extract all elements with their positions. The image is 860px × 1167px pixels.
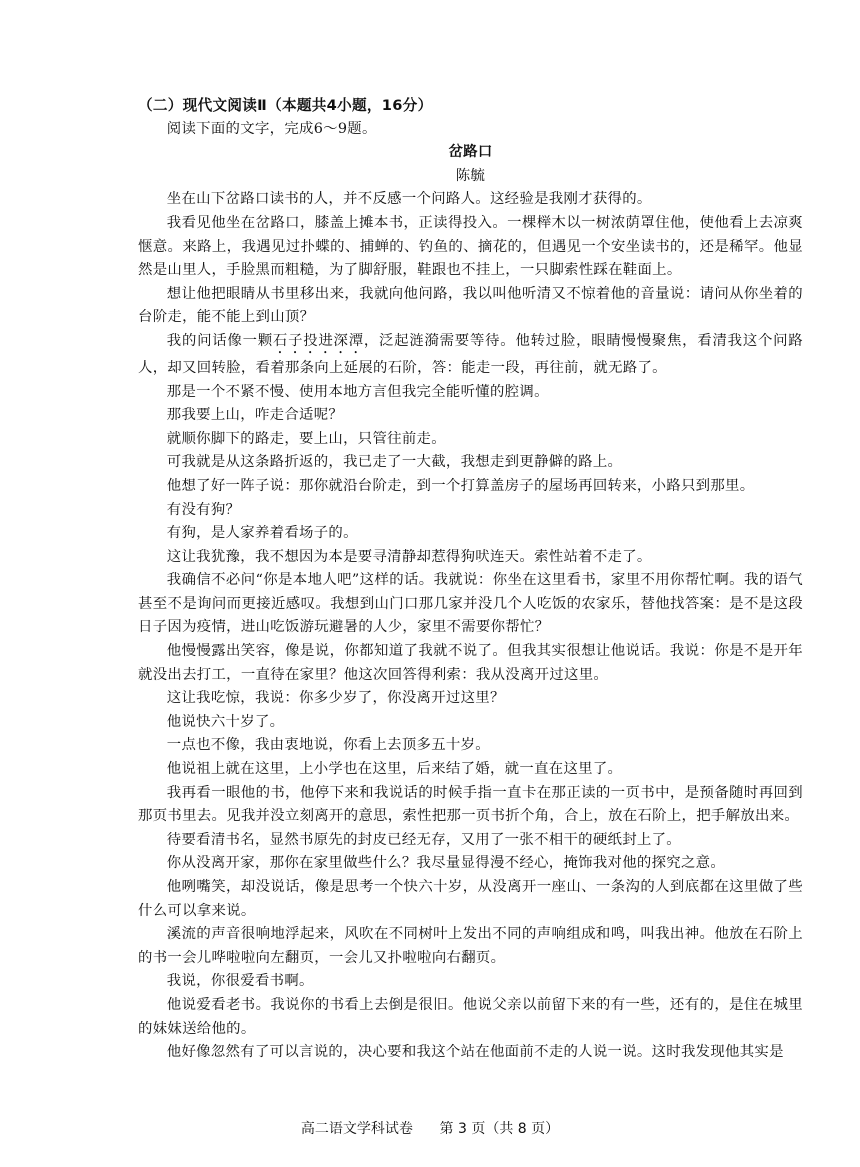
paragraph: 我看见他坐在岔路口，膝盖上摊本书，正读得投入。一棵榉木以一树浓荫罩住他，使他看上去凉爽惬意。来路上，我遇见过扑蝶的、捕蝉的、钓鱼的、摘花的，但遇见一个安坐读书的，还是稀罕。他显然是山里人，手脸黑而粗糙，为了脚舒服，鞋跟也不挂上，一只脚索性踩在鞋面上。 xyxy=(138,214,803,279)
paragraph xyxy=(138,330,803,381)
paragraph: 你从没离开家，那你在家里做些什么？我尽量显得漫不经心，掩饰我对他的探究之意。 xyxy=(166,855,726,872)
paragraph-text: ，泛起涟漪需要等待。他转过脸，眼睛慢慢聚焦，看清我这个问路人，却又回转脸，看着那条向上延展的石阶，答：能走一段，再往前，就无路了。 xyxy=(138,332,803,376)
paragraph: 那是一个不紧不慢、使用本地方言但我完全能听懂的腔调。 xyxy=(166,383,549,400)
emphasized-phrase: 石子投进深潭 xyxy=(272,332,364,349)
section-instruction: 阅读下面的文字，完成6～9题。 xyxy=(166,120,377,137)
paragraph: 他咧嘴笑，却没说话，像是思考一个快六十岁，从没离开一座山、一条沟的人到底都在这里做了些什么可以拿来说。 xyxy=(138,879,803,919)
footer-page-number: 第 3 页（共 8 页） xyxy=(439,1121,560,1137)
paragraph: 这让我犹豫，我不想因为本是要寻清静却惹得狗吠连天。索性站着不走了。 xyxy=(166,548,652,565)
paragraph: 有没有狗？ xyxy=(166,501,241,518)
article-title: 岔路口 xyxy=(448,144,493,161)
footer-subject: 高二语文学科试卷 xyxy=(300,1121,413,1137)
paragraph: 他慢慢露出笑容，像是说，你都知道了我就不说了。但我其实很想让他说话。我说：你是不是开年就没出去打工，一直待在家里？他这次回答得利索：我从没离开过这里。 xyxy=(138,643,803,683)
article-author: 陈毓 xyxy=(455,167,486,184)
paragraph: 他说爱看老书。我说你的书看上去倒是很旧。他说父亲以前留下来的有一些，还有的，是住在城里的妹妹送给他的。 xyxy=(138,996,803,1037)
paragraph: 这让我吃惊，我说：你多少岁了，你没离开过这里？ xyxy=(166,690,505,707)
paragraph: 坐在山下岔路口读书的人，并不反感一个问路人。这经验是我刚才获得的。 xyxy=(166,191,652,208)
paragraph: 溪流的声音很响地浮起来，风吹在不同树叶上发出不同的声响组成和鸣，叫我出神。他放在石阶上的书一会儿哗啦啦向左翻页，一会儿又扑啦啦向右翻页。 xyxy=(138,926,803,966)
paragraph: 一点也不像，我由衷地说，你看上去顶多五十岁。 xyxy=(166,737,490,754)
paragraph: 我说，你很爱看书啊。 xyxy=(166,973,314,990)
paragraph: 他说快六十岁了。 xyxy=(166,713,285,730)
paragraph: 他想了好一阵子说：那你就沿台阶走，到一个打算盖房子的屋场再回转来，小路只到那里。 xyxy=(166,477,755,494)
paragraph: 就顺你脚下的路走，要上山，只管往前走。 xyxy=(166,430,446,447)
paragraph: 他说祖上就在这里，上小学也在这里，后来结了婚，就一直在这里了。 xyxy=(166,761,623,778)
paragraph-text: 我的问话像一颗 xyxy=(166,332,273,349)
page-footer xyxy=(0,1118,860,1138)
reading-section xyxy=(138,94,803,1065)
paragraph: 待要看清书名，显然书原先的封皮已经无存，又用了一张不相干的硬纸封上了。 xyxy=(166,831,681,848)
paragraph: 可我就是从这条路折返的，我已走了一大截，我想走到更静僻的路上。 xyxy=(166,454,623,471)
paragraph: 想让他把眼睛从书里移出来，我就向他问路，我以叫他听清又不惊着他的音量说：请问从你坐着的台阶走，能不能上到山顶？ xyxy=(138,285,803,326)
section-title: （二）现代文阅读Ⅱ（本题共4小题，16分） xyxy=(138,97,433,114)
paragraph: 那我要上山，咋走合适呢？ xyxy=(166,407,344,424)
paragraph: 有狗，是人家养着看场子的。 xyxy=(166,525,358,542)
paragraph: 我再看一眼他的书，他停下来和我说话的时候手指一直卡在那正读的一页书中，是预备随时再回到那页书里去。见我并没立刻离开的意思，索性把那一页书折个角，合上，放在石阶上，把手解放出来。 xyxy=(138,784,803,825)
paragraph: 他好像忽然有了可以言说的，决心要和我这个站在他面前不走的人说一说。这时我发现他其实是 xyxy=(166,1044,784,1061)
paragraph: 我确信不必问“你是本地人吧”这样的话。我就说：你坐在这里看书，家里不用你帮忙啊。我的语气甚至不是询问而更接近感叹。我想到山门口那几家并没几个人吃饭的农家乐，替他找答案：是不是这段日子因为疫情，进山吃饭游玩避暑的人少，家里不需要你帮忙？ xyxy=(138,572,803,636)
